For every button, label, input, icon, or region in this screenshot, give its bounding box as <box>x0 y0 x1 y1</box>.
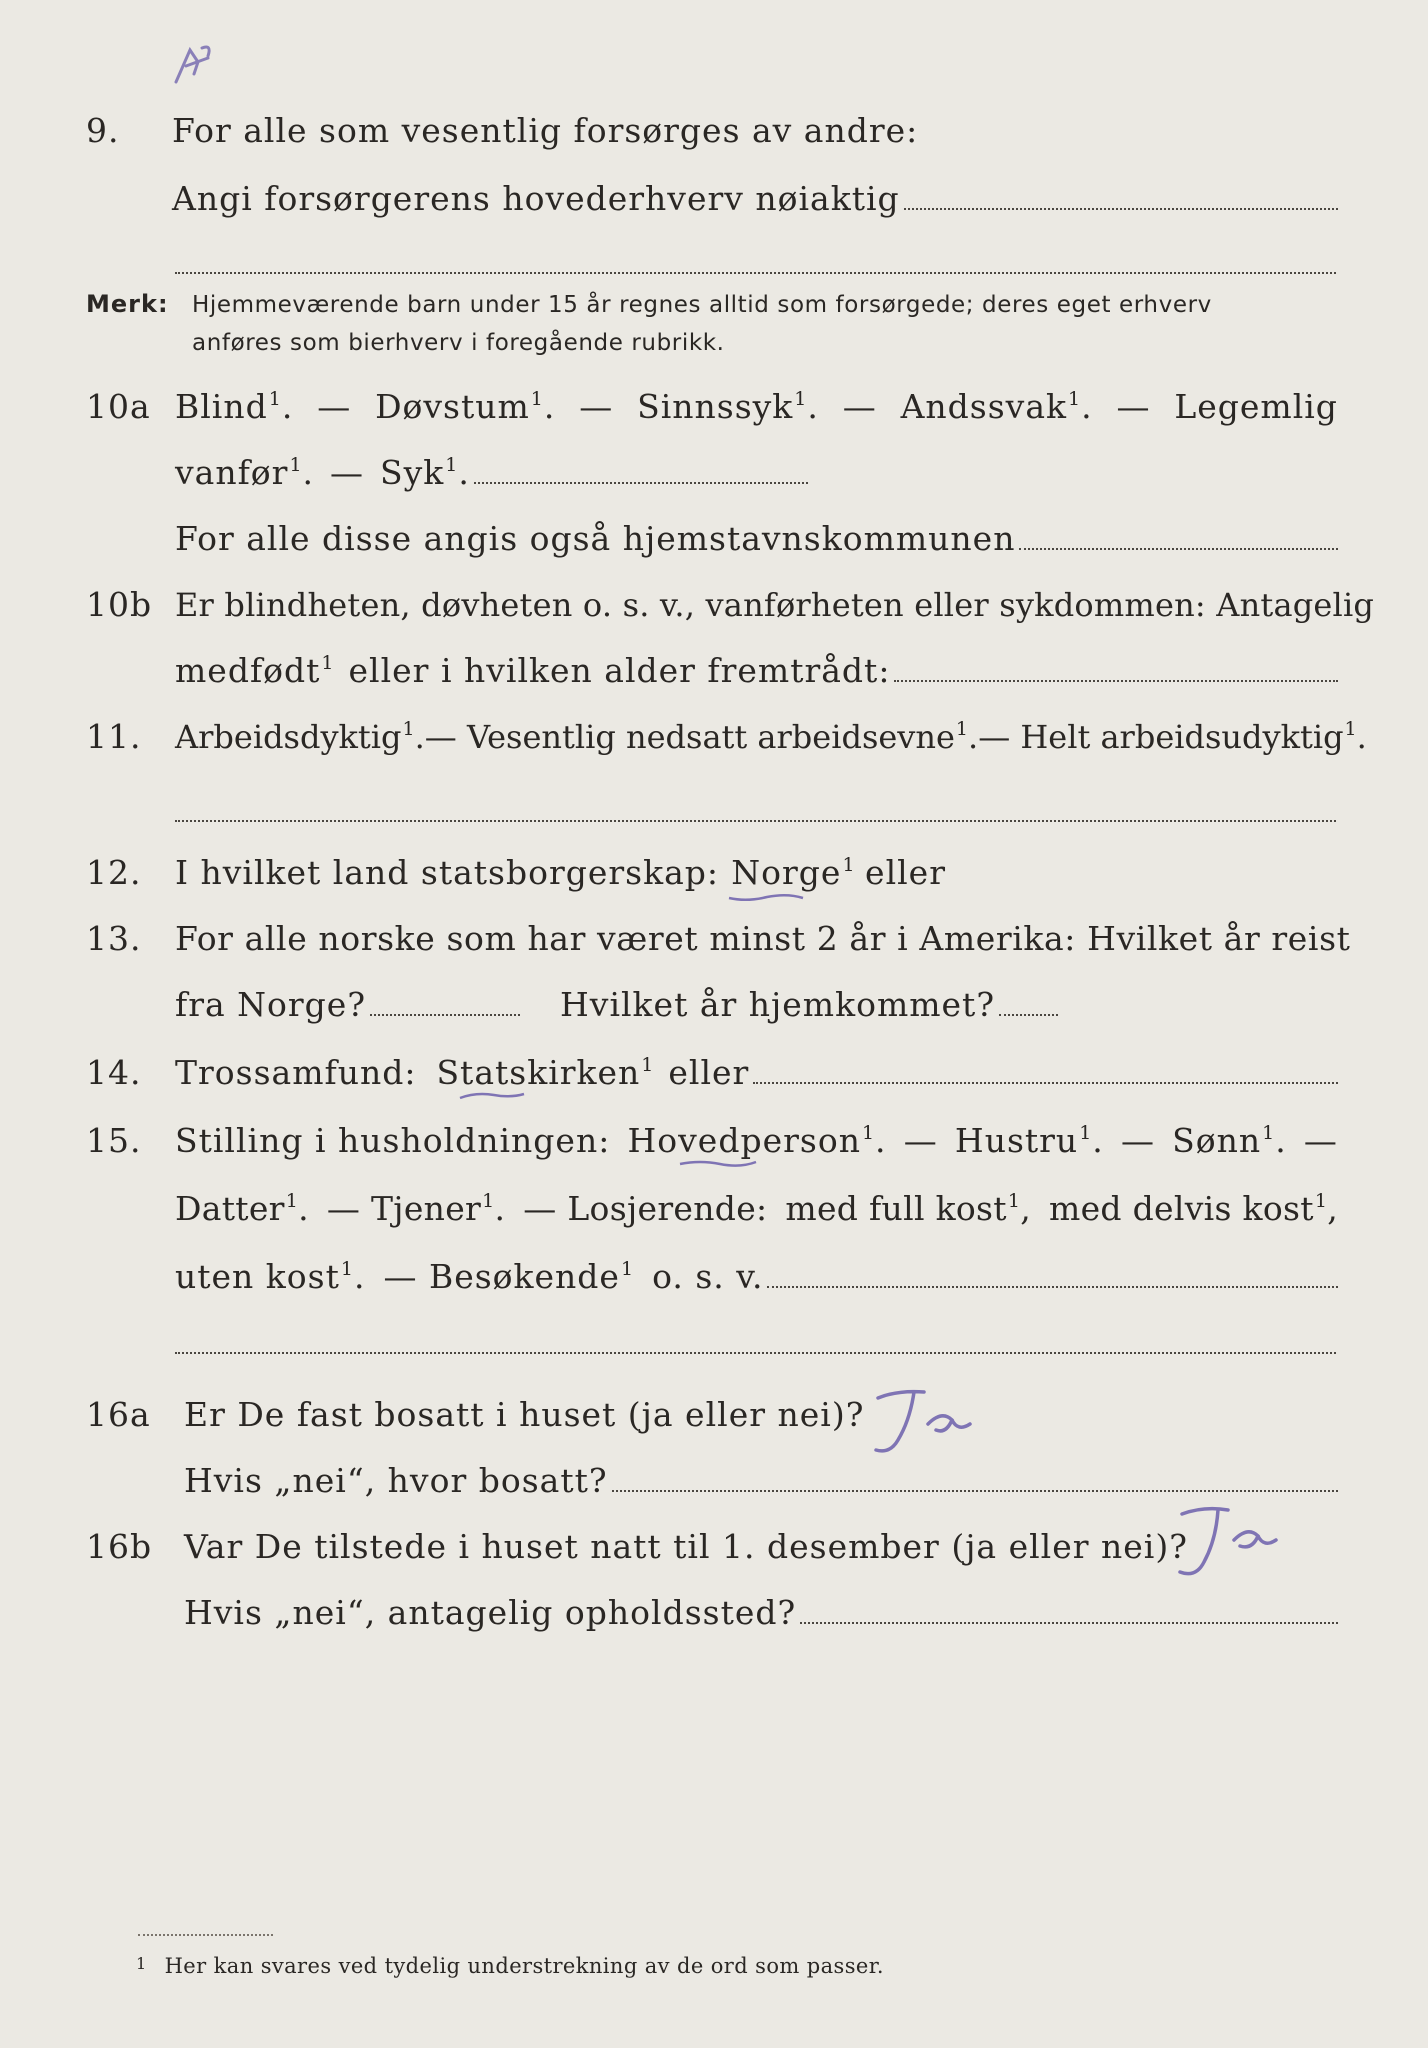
option-syk: Syk$^1$. <box>380 453 470 492</box>
option-statskirken: Statskirken$^1$ <box>436 1053 654 1092</box>
dash: — <box>1116 387 1151 426</box>
answer-field[interactable] <box>1019 548 1338 550</box>
option-sonn: Sønn$^1$. <box>1172 1121 1287 1160</box>
question-text: Var De tilstede i huset natt til 1. desember (ja eller nei)? <box>184 1527 1188 1566</box>
question-text: fra Norge? <box>175 985 367 1024</box>
section-number: 11. <box>86 717 142 756</box>
dash: — <box>1303 1121 1338 1160</box>
section-15-row3 <box>0 1256 1428 1302</box>
question-text: Angi forsørgerens hovederhverv nøiaktig <box>172 179 900 218</box>
option-andssvak: Andssvak$^1$. <box>900 387 1093 426</box>
option-legemlig: Legemlig <box>1174 387 1338 426</box>
handwritten-underline <box>458 1090 528 1102</box>
answer-field-year-returned[interactable] <box>999 1014 1058 1016</box>
option-nedsatt: — Vesentlig nedsatt arbeidsevne$^1$. <box>424 718 979 756</box>
note-label: Merk: <box>86 290 169 318</box>
dash: — <box>317 387 352 426</box>
question-text: Hvis „nei“, antagelig opholdssted? <box>184 1593 797 1632</box>
section-number: 10a <box>86 387 151 426</box>
dash: — <box>842 387 877 426</box>
option-eller: eller <box>668 1053 750 1092</box>
question-text: For alle norske som har været minst 2 år i Amerika: Hvilket år reist <box>175 919 1351 958</box>
answer-field[interactable] <box>753 1082 1338 1084</box>
section-13-row1 <box>0 918 1428 964</box>
option-full-kost: med full kost$^1$, <box>785 1189 1032 1228</box>
answer-field[interactable] <box>612 1490 1338 1492</box>
footnote-text: Her kan svares ved tydelig understrekning av de ord som passer. <box>164 1954 884 1978</box>
option-tjener: — Tjener$^1$. <box>326 1189 506 1228</box>
question-text: For alle disse angis også hjemstavnskommunen <box>175 519 1016 558</box>
dash: — <box>1120 1121 1155 1160</box>
option-medfodt: medfødt$^1$ <box>175 651 335 690</box>
section-12-row <box>0 852 1428 898</box>
handwritten-underline <box>727 892 807 904</box>
option-udyktig: — Helt arbeidsudyktig$^1$. <box>978 718 1367 756</box>
question-text: Er blindheten, døvheten o. s. v., vanførheten eller sykdommen: Antagelig <box>175 586 1375 624</box>
question-text: Er De fast bosatt i huset (ja eller nei)? <box>184 1395 865 1434</box>
note-text-line2: anføres som bierhverv i foregående rubrikk. <box>192 330 725 356</box>
answer-field[interactable] <box>474 482 808 484</box>
section-number: 10b <box>86 585 153 624</box>
option-eller: eller <box>865 853 946 892</box>
answer-field-year-left[interactable] <box>370 1014 520 1016</box>
section-number: 12. <box>86 853 142 892</box>
note-text-line1: Hjemmeværende barn under 15 år regnes alltid som forsørgede; deres eget erhverv <box>192 292 1212 318</box>
question-text: I hvilket land statsborgerskap: <box>175 853 720 892</box>
answer-field[interactable] <box>767 1286 1338 1288</box>
pencil-mark <box>168 40 228 90</box>
option-norge: Norge$^1$ <box>731 853 855 892</box>
section-15-row2 <box>0 1188 1428 1234</box>
question-text: Trossamfund: <box>175 1053 417 1092</box>
option-losjerende: — Losjerende: <box>523 1189 768 1228</box>
answer-field[interactable] <box>904 208 1338 210</box>
option-besokende: — Besøkende$^1$ <box>383 1257 635 1296</box>
question-text: For alle som vesentlig forsørges av andre: <box>172 111 919 150</box>
section-16b-row2 <box>0 1592 1428 1638</box>
option-hustru: Hustru$^1$. <box>954 1121 1104 1160</box>
option-dovstum: Døvstum$^1$. <box>375 387 556 426</box>
dash: — <box>903 1121 938 1160</box>
question-text: Hvis „nei“, hvor bosatt? <box>184 1461 608 1500</box>
handwritten-answer-ja <box>858 1380 1008 1460</box>
question-text: o. s. v. <box>652 1257 764 1296</box>
section-number: 16b <box>86 1527 153 1566</box>
section-15-row1 <box>0 1120 1428 1166</box>
option-delvis-kost: med delvis kost$^1$, <box>1048 1189 1338 1228</box>
option-sinnssyk: Sinnssyk$^1$. <box>637 387 819 426</box>
section-number: 14. <box>86 1053 142 1092</box>
section-10a-row3 <box>0 518 1428 564</box>
option-datter: Datter$^1$. <box>175 1189 309 1228</box>
question-text: eller i hvilken alder fremtrådt: <box>348 651 891 690</box>
question-text: Stilling i husholdningen: <box>175 1121 611 1160</box>
section-9-row2 <box>0 178 1428 224</box>
handwritten-answer-ja <box>1160 1500 1310 1590</box>
section-10a-row2 <box>0 452 1428 498</box>
section-number: 16a <box>86 1395 151 1434</box>
section-10a-row1 <box>0 386 1428 432</box>
section-11-row <box>0 716 1428 762</box>
section-13-row2 <box>0 984 1428 1030</box>
section-number: 9. <box>86 111 120 150</box>
dash: — <box>330 453 365 492</box>
footnote-marker: 1 <box>136 1954 147 1973</box>
answer-line[interactable] <box>175 820 1336 822</box>
answer-line[interactable] <box>175 272 1336 274</box>
option-hovedperson: Hovedperson$^1$. <box>628 1121 887 1160</box>
section-14-row <box>0 1052 1428 1098</box>
section-16a-row1 <box>0 1394 1428 1440</box>
section-number: 15. <box>86 1121 142 1160</box>
option-vanfor: vanfør$^1$. <box>175 453 315 492</box>
footnote <box>136 1954 884 1978</box>
footnote-rule <box>138 1934 273 1936</box>
handwritten-underline <box>678 1158 758 1170</box>
answer-field[interactable] <box>800 1622 1338 1624</box>
answer-field[interactable] <box>894 680 1338 682</box>
section-number: 13. <box>86 919 142 958</box>
answer-line[interactable] <box>175 1352 1336 1354</box>
section-10b-row2 <box>0 650 1428 696</box>
question-text: Hvilket år hjemkommet? <box>560 985 996 1024</box>
option-arbeidsdyktig: Arbeidsdyktig$^1$. <box>175 718 425 756</box>
option-uten-kost: uten kost$^1$. <box>175 1257 366 1296</box>
dash: — <box>579 387 614 426</box>
section-9-row1 <box>0 110 1428 156</box>
option-blind: Blind$^1$. <box>175 387 294 426</box>
section-10b-row1 <box>0 584 1428 630</box>
